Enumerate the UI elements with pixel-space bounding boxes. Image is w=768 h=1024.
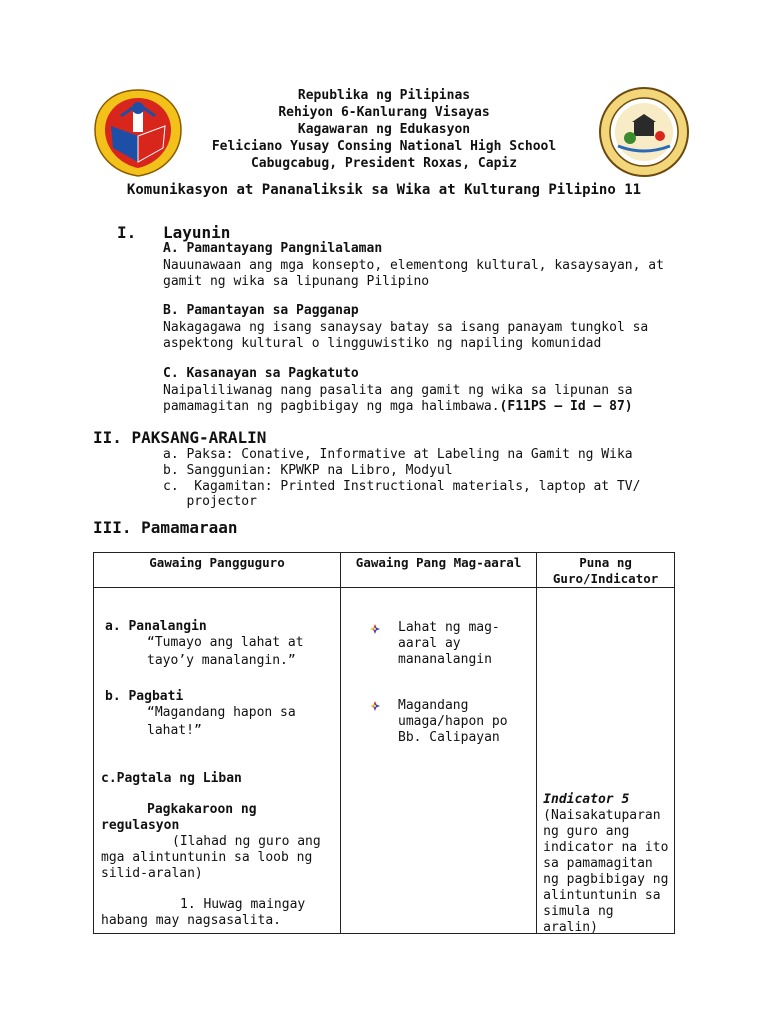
indicator-line: indicator na ito: [543, 840, 669, 855]
response-line: Lahat ng mag-: [398, 620, 500, 635]
section-title-paksa: II. PAKSANG-ARALIN: [93, 428, 267, 447]
response-line: aaral ay: [398, 636, 461, 651]
regulasyon-line: Pagkakaroon ng: [147, 802, 257, 817]
response-line: umaga/hapon po: [398, 714, 508, 729]
table-row: [94, 588, 675, 934]
objective-c-title: C. Kasanayan sa Pagkatuto: [163, 366, 359, 381]
objective-b-text: [163, 320, 683, 352]
indicator-line: ng pagbibigay ng: [543, 872, 669, 887]
ilahad-line: (Ilahad ng guro ang: [172, 834, 321, 849]
ilahad-line: silid-aralan): [101, 866, 203, 881]
indicator-line: ng guro ang: [543, 824, 630, 839]
guro-cell: [94, 588, 341, 934]
paksa-item: projector: [163, 494, 257, 509]
objective-c-line-text: pamamagitan ng pagbibigay ng mga halimbawa.: [163, 399, 500, 414]
paksa-item: b. Sanggunian: KPWKP na Libro, Modyul: [163, 463, 453, 478]
arrow-bullet-icon: [369, 623, 381, 635]
objective-b-line: aspektong kultural o lingguwistiko ng napiling komunidad: [163, 336, 602, 351]
objective-a-line: gamit ng wika sa lipunang Pilipino: [163, 274, 430, 289]
panalangin-line: tayo’y manalangin.”: [147, 653, 296, 668]
header-school: Feliciano Yusay Consing National High School: [211, 139, 557, 154]
competency-code: (F11PS – Id – 87): [499, 399, 633, 414]
objective-c-line: [163, 399, 683, 415]
magaaral-cell: [341, 588, 537, 934]
panalangin-title: a. Panalangin: [105, 619, 207, 634]
pagbati-title: b. Pagbati: [105, 689, 184, 704]
header-country: Republika ng Pilipinas: [297, 88, 471, 103]
col-header-puna: [537, 553, 675, 588]
indicator-line: alintuntunin sa: [543, 888, 661, 903]
objective-b-title: B. Pamantayan sa Pagganap: [163, 303, 359, 318]
response-line: Bb. Calipayan: [398, 730, 500, 745]
pagbati-line: lahat!”: [147, 723, 202, 738]
col-header-puna-line: Puna ng: [579, 555, 632, 570]
objective-a-title: A. Pamantayang Pangnilalaman: [163, 241, 383, 256]
table-header-row: [94, 553, 675, 588]
paksa-item: a. Paksa: Conative, Informative at Labeling na Gamit ng Wika: [163, 447, 633, 462]
col-header-guro: Gawaing Pangguguro: [94, 553, 341, 588]
indicator-cell: [537, 588, 675, 934]
section-title-pamamaraan: III. Pamamaraan: [93, 518, 238, 537]
rule-line: habang may nagsasalita.: [101, 913, 282, 928]
indicator-line: aralin): [543, 920, 598, 935]
panalangin-line: “Tumayo ang lahat at: [147, 635, 304, 650]
col-header-magaaral: Gawaing Pang Mag-aaral: [341, 553, 537, 588]
rule-line: 1. Huwag maingay: [180, 897, 306, 912]
subject-title: Komunikasyon at Pananaliksik sa Wika at Kulturang Pilipino 11: [126, 182, 642, 198]
objective-a-line: Nauunawaan ang mga konsepto, elementong kultural, kasaysayan, at: [163, 258, 664, 273]
procedure-table: [93, 552, 675, 934]
objective-a-text: [163, 258, 683, 290]
header-department: Kagawaran ng Edukasyon: [297, 122, 471, 137]
arrow-bullet-icon: [369, 700, 381, 712]
indicator-title: Indicator 5: [543, 792, 630, 807]
indicator-line: sa pamamagitan: [543, 856, 653, 871]
paksa-item: c. Kagamitan: Printed Instructional materials, laptop at TV/: [163, 479, 641, 494]
pagtala-title: c.Pagtala ng Liban: [101, 771, 242, 786]
response-line: mananalangin: [398, 652, 492, 667]
col-header-puna-line: Guro/Indicator: [552, 571, 659, 586]
indicator-line: (Naisakatuparan: [543, 808, 661, 823]
header-address: Cabugcabug, President Roxas, Capiz: [250, 156, 518, 171]
regulasyon-line: regulasyon: [101, 818, 180, 833]
pagbati-line: “Magandang hapon sa: [147, 705, 296, 720]
section-title-layunin: Layunin: [163, 223, 231, 242]
objective-b-line: Nakagagawa ng isang sanaysay batay sa isang panayam tungkol sa: [163, 320, 649, 335]
indicator-line: simula ng: [543, 904, 614, 919]
response-line: Magandang: [398, 698, 469, 713]
header-region: Rehiyon 6-Kanlurang Visayas: [278, 105, 490, 120]
objective-c-text: [163, 383, 683, 415]
objective-c-line: Naipaliliwanag nang pasalita ang gamit ng wika sa lipunan sa: [163, 383, 633, 398]
ilahad-line: mga alintuntunin sa loob ng: [101, 850, 313, 865]
section-number-1: I.: [117, 223, 137, 242]
